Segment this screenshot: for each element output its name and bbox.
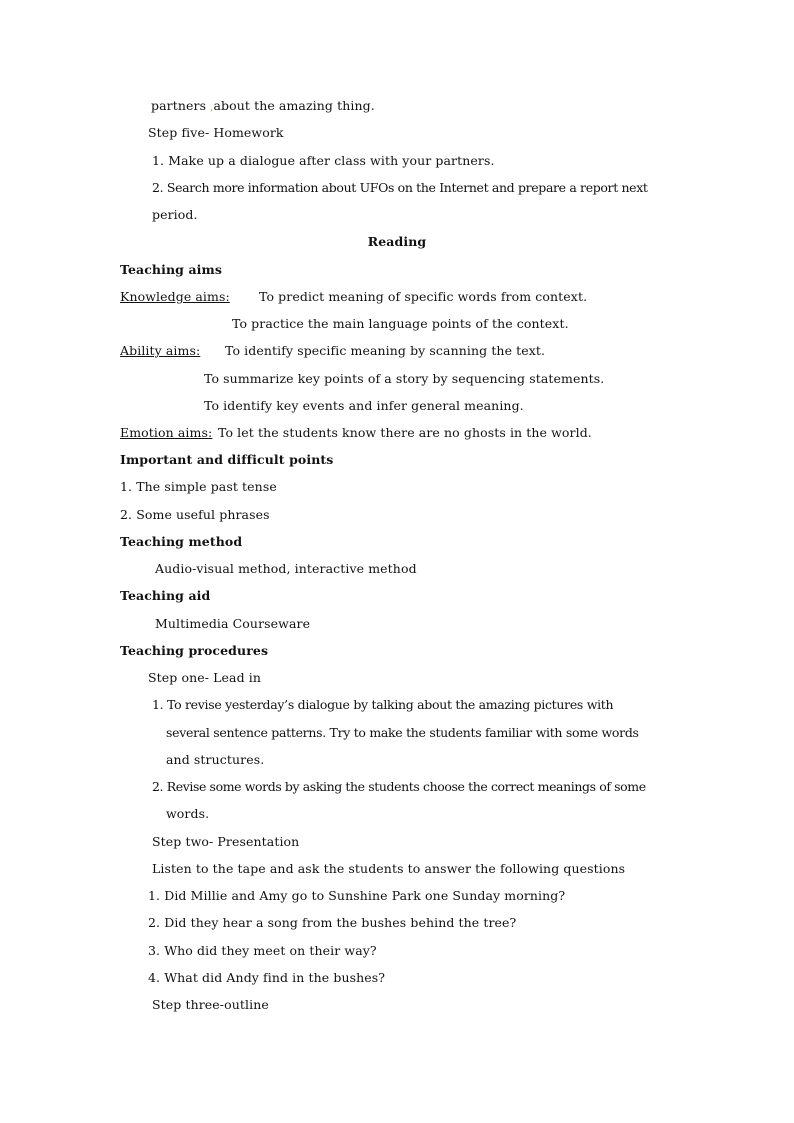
knowledge-aim-2: To practice the main language points of the context. <box>232 316 569 331</box>
knowledge-aims-label: Knowledge aims: <box>120 289 230 304</box>
ability-aims-label: Ability aims: <box>120 343 201 358</box>
question-4: 4. What did Andy find in the bushes? <box>148 970 386 985</box>
question-2: 2. Did they hear a song from the bushes behind the tree? <box>148 915 517 930</box>
reading-title: Reading <box>367 234 427 249</box>
lead-in-item-2: 2. Revise some words by asking the students choose the correct meanings of some <box>152 779 646 794</box>
comment-tick-mark: , <box>210 102 214 113</box>
question-1: 1. Did Millie and Amy go to Sunshine Park one Sunday morning? <box>148 888 566 903</box>
partners-line-start: partners <box>151 98 211 113</box>
lead-in-item-1-line-2: several sentence patterns. Try to make the students familiar with some words <box>166 725 639 740</box>
point-item-2: 2. Some useful phrases <box>120 507 270 522</box>
point-item-1: 1. The simple past tense <box>120 479 277 494</box>
step-five-heading: Step five- Homework <box>148 125 284 140</box>
teaching-aims-heading: Teaching aims <box>120 262 222 277</box>
homework-item-2: 2. Search more information about UFOs on the Internet and prepare a report next <box>152 180 648 195</box>
teaching-procedures-heading: Teaching procedures <box>120 643 269 658</box>
partners-line <box>151 98 375 116</box>
lead-in-item-1: 1. To revise yesterday’s dialogue by talking about the amazing pictures with <box>152 697 614 712</box>
listen-instruction: Listen to the tape and ask the students to answer the following questions <box>152 861 626 876</box>
step-two-heading: Step two- Presentation <box>152 834 300 849</box>
knowledge-aim-1: To predict meaning of specific words from context. <box>259 289 588 304</box>
step-one-heading: Step one- Lead in <box>148 670 262 685</box>
ability-aim-2: To summarize key points of a story by sequencing statements. <box>204 371 605 386</box>
important-points-heading: Important and difficult points <box>120 452 334 467</box>
step-three-heading: Step three-outline <box>152 997 269 1012</box>
teaching-method-text: Audio-visual method, interactive method <box>155 561 417 576</box>
ability-aim-3: To identify key events and infer general meaning. <box>204 398 524 413</box>
ability-aim-1: To identify specific meaning by scanning the text. <box>225 343 546 358</box>
teaching-aid-heading: Teaching aid <box>120 588 211 603</box>
emotion-aims-label: Emotion aims: <box>120 425 213 440</box>
partners-line-end: about the amazing thing. <box>213 98 375 113</box>
lead-in-item-2-line-2: words. <box>166 806 210 821</box>
lead-in-item-1-line-3: and structures. <box>166 752 265 767</box>
teaching-aid-text: Multimedia Courseware <box>155 616 311 631</box>
teaching-method-heading: Teaching method <box>120 534 243 549</box>
question-3: 3. Who did they meet on their way? <box>148 943 377 958</box>
homework-item-2-continued: period. <box>152 207 198 222</box>
emotion-aim-1: To let the students know there are no ghosts in the world. <box>218 425 592 440</box>
homework-item-1: 1. Make up a dialogue after class with your partners. <box>152 153 495 168</box>
